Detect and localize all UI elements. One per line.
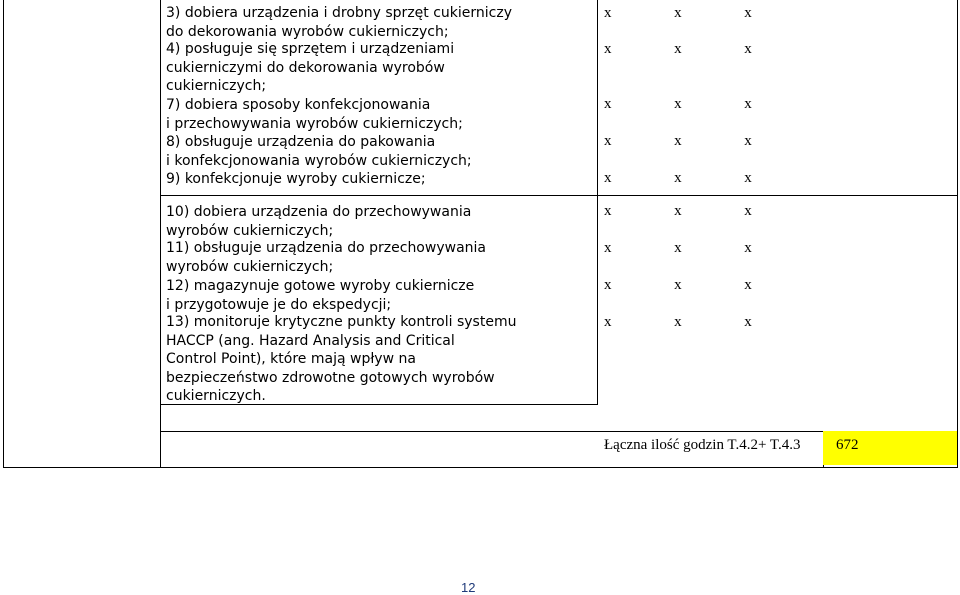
mark: x (604, 203, 612, 219)
mark: x (604, 41, 612, 57)
mark: x (744, 41, 752, 57)
mark: x (744, 170, 752, 186)
mark: x (604, 5, 612, 21)
mark: x (674, 170, 682, 186)
row-13-text: 13) monitoruje krytyczne punkty kontroli systemu HACCP (ang. Hazard Analysis and Critical Control Point), które mają wpływ na bezpieczeństwo zdrowotne gotowych wyrobów cukierniczych. (166, 314, 517, 404)
row-10-marks (604, 203, 764, 220)
mark: x (604, 96, 612, 112)
mark: x (674, 277, 682, 293)
mark: x (674, 240, 682, 256)
row-3-marks (604, 5, 764, 22)
mark: x (744, 133, 752, 149)
total-value: 672 (836, 437, 859, 453)
row-7-marks (604, 96, 764, 113)
total-label: Łączna ilość godzin T.4.2+ T.4.3 (604, 437, 801, 453)
mark: x (744, 203, 752, 219)
mark: x (674, 133, 682, 149)
table-border-left-inner (160, 0, 161, 468)
row-10-text: 10) dobiera urządzenia do przechowywania wyrobów cukierniczych; (166, 204, 472, 239)
row-9-marks (604, 170, 764, 187)
row-8-text: 8) obsługuje urządzenia do pakowania i konfekcjonowania wyrobów cukierniczych; (166, 134, 472, 169)
mark: x (604, 170, 612, 186)
row-4-text: 4) posługuje się sprzętem i urządzeniami cukierniczymi do dekorowania wyrobów cukierniczych; (166, 41, 455, 94)
table-border-right (957, 0, 958, 468)
table-hline-1 (160, 195, 598, 196)
mark: x (744, 96, 752, 112)
mark: x (604, 240, 612, 256)
table-border-middle (597, 0, 598, 404)
row-11-text: 11) obsługuje urządzenia do przechowywania wyrobów cukierniczych; (166, 240, 486, 275)
mark: x (744, 5, 752, 21)
mark: x (674, 203, 682, 219)
row-12-text: 12) magazynuje gotowe wyroby cukiernicze i przygotowuje je do ekspedycji; (166, 278, 475, 313)
page-number: 12 (461, 580, 476, 595)
mark: x (604, 314, 612, 330)
mark: x (744, 240, 752, 256)
mark: x (744, 277, 752, 293)
mark: x (744, 314, 752, 330)
row-9-text: 9) konfekcjonuje wyroby cukiernicze; (166, 171, 426, 187)
table-hline-4 (3, 467, 958, 468)
table-border-left-outer (3, 0, 4, 468)
row-3-text: 3) dobiera urządzenia i drobny sprzęt cukierniczy do dekorowania wyrobów cukierniczych; (166, 5, 513, 40)
mark: x (674, 41, 682, 57)
table-hline-1b (597, 195, 958, 196)
mark: x (674, 5, 682, 21)
row-13-marks (604, 314, 764, 331)
row-4-marks (604, 41, 764, 58)
mark: x (674, 96, 682, 112)
row-11-marks (604, 240, 764, 257)
mark: x (604, 133, 612, 149)
mark: x (674, 314, 682, 330)
row-7-text: 7) dobiera sposoby konfekcjonowania i przechowywania wyrobów cukierniczych; (166, 97, 463, 132)
mark: x (604, 277, 612, 293)
row-8-marks (604, 133, 764, 150)
row-12-marks (604, 277, 764, 294)
